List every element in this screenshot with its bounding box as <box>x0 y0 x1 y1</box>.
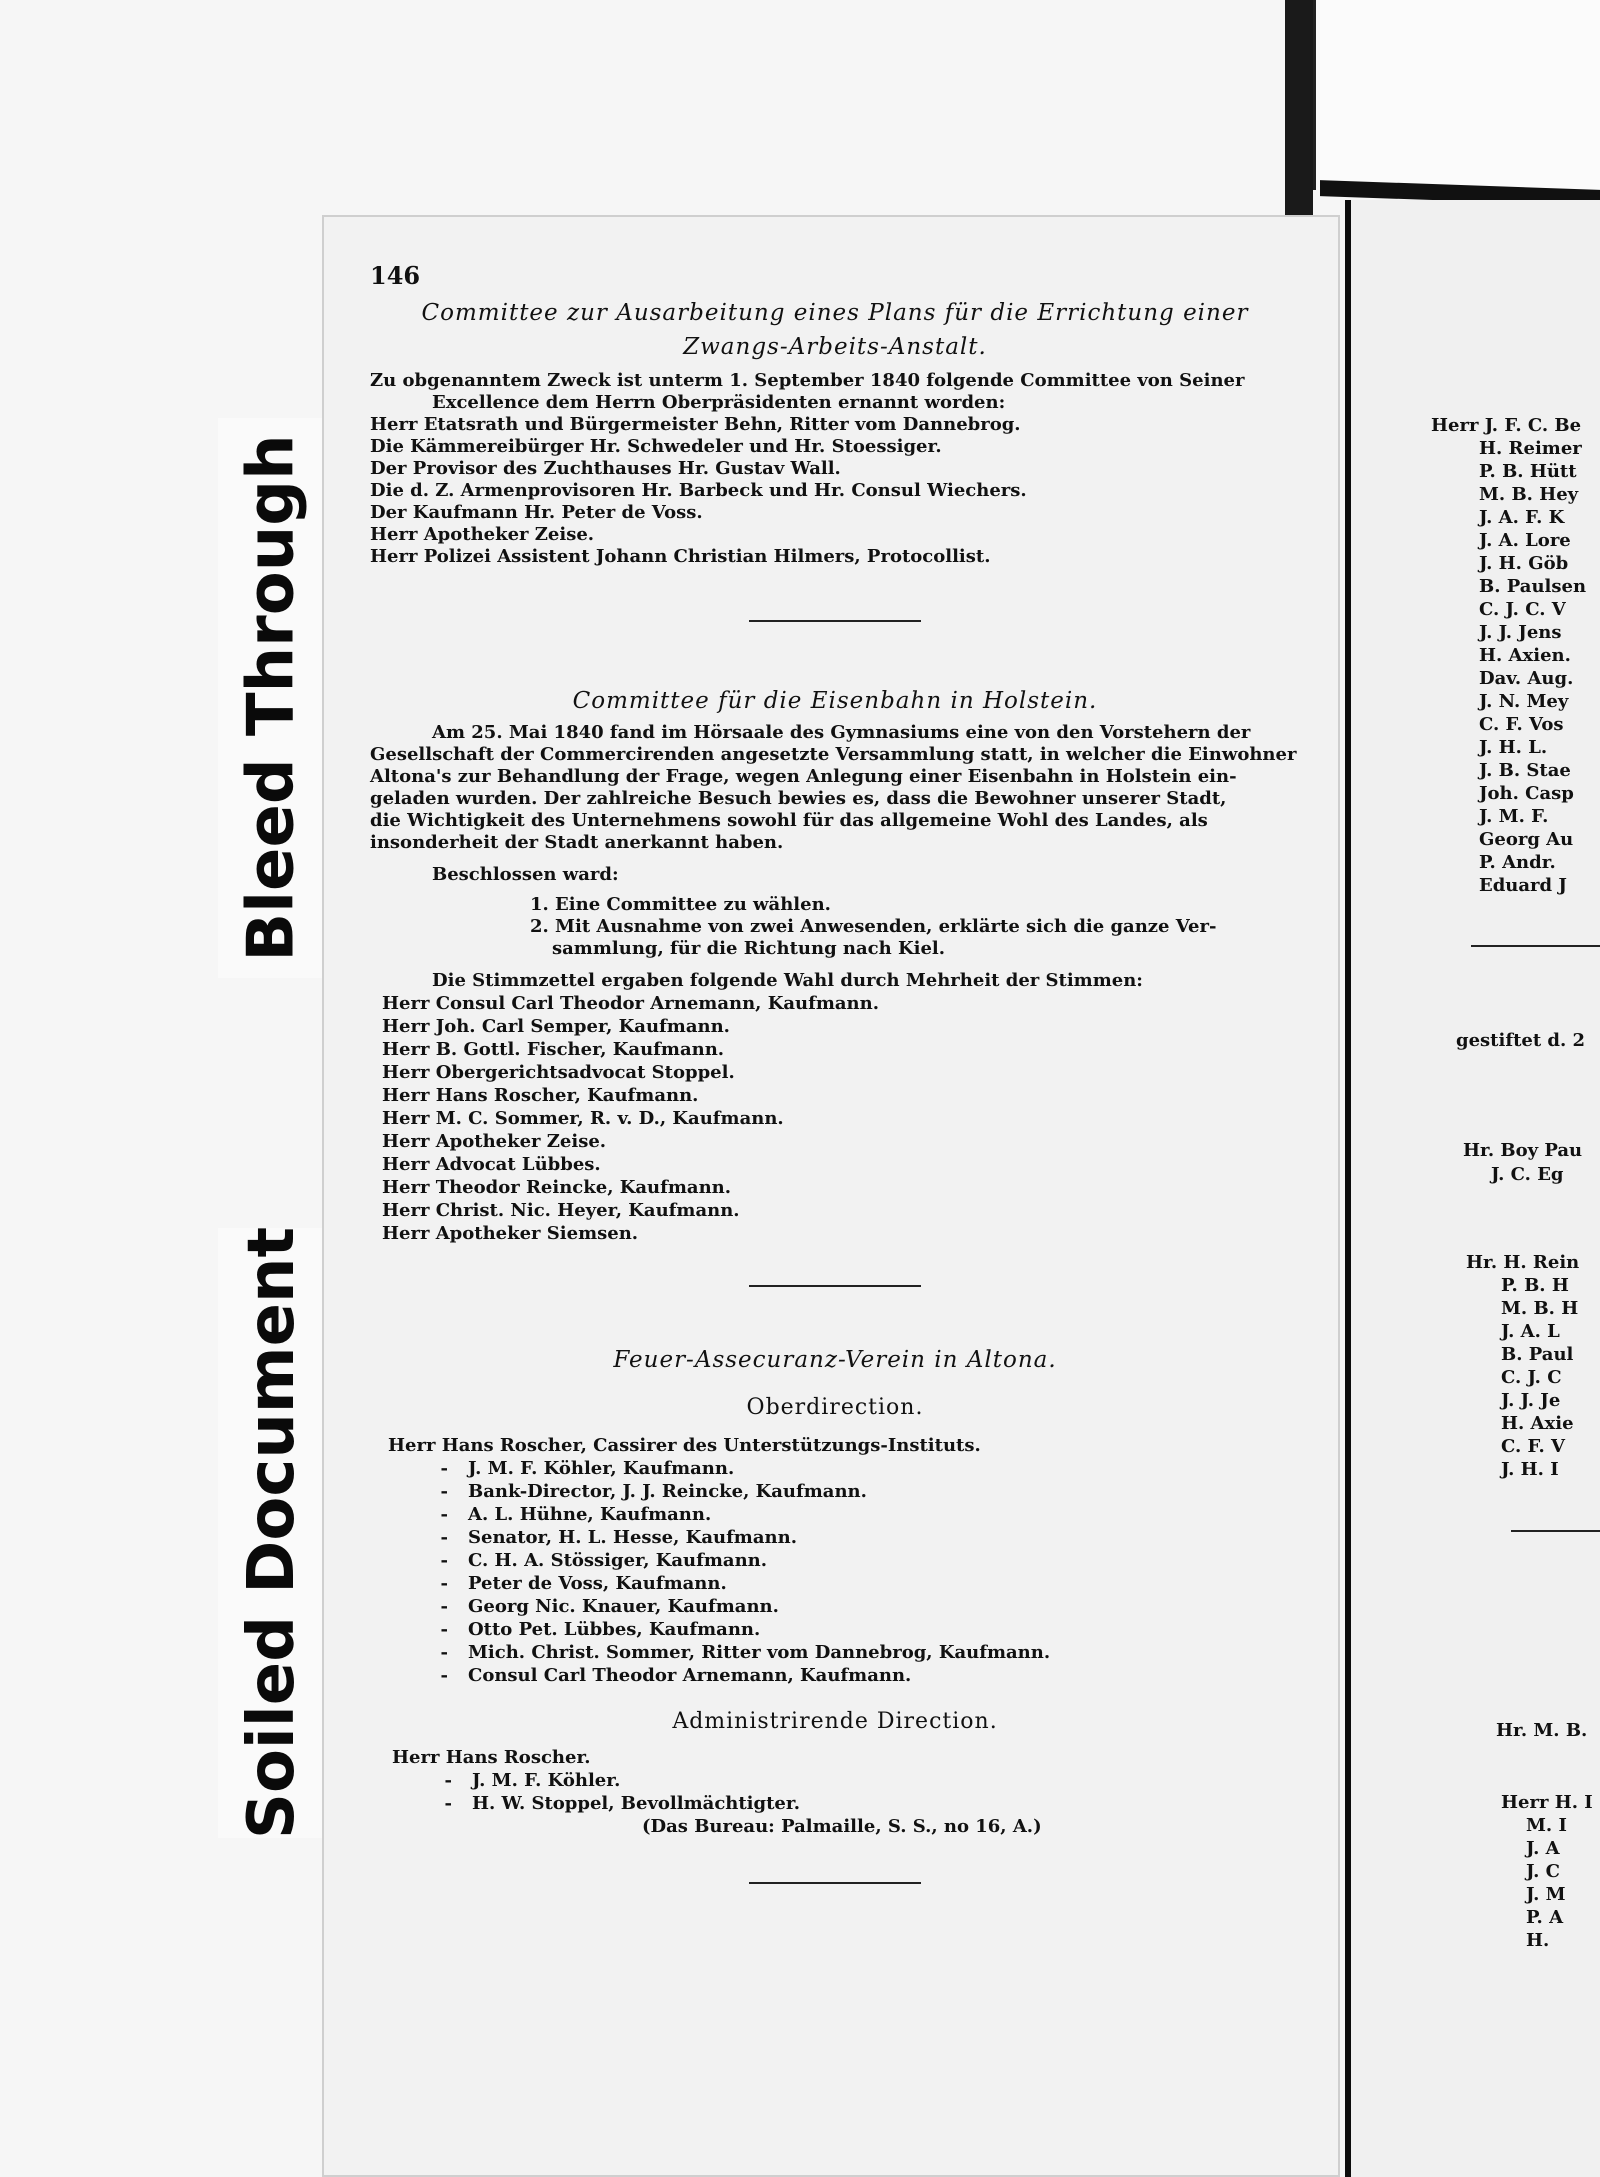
paragraph-line: insonderheit der Stadt anerkannt haben. <box>370 832 784 853</box>
dash: - <box>444 1770 452 1791</box>
resolved-heading: Beschlossen ward: <box>432 864 619 885</box>
dash: - <box>440 1481 448 1502</box>
main-page <box>322 215 1340 2177</box>
adjacent-line: J. A. F. K <box>1479 507 1565 528</box>
adjacent-line: Hr. Boy Pau <box>1463 1140 1583 1161</box>
adjacent-line: Eduard J <box>1479 875 1567 896</box>
admin-item: H. W. Stoppel, Bevollmächtigter. <box>472 1793 800 1814</box>
adjacent-line: J. A. L <box>1501 1321 1560 1342</box>
paragraph-line: geladen wurden. Der zahlreiche Besuch bewies es, dass die Bewohner unserer Stadt, <box>370 788 1227 809</box>
adjacent-line: C. J. C. V <box>1479 599 1566 620</box>
adjacent-line: J. M <box>1526 1884 1566 1905</box>
oberdirection-item: Bank-Director, J. J. Reincke, Kaufmann. <box>468 1481 867 1502</box>
adjacent-line: Herr H. I <box>1501 1792 1593 1813</box>
resolution-item: 1. Eine Committee zu wählen. <box>530 894 831 915</box>
adjacent-page <box>1345 200 1600 2177</box>
soiled-document-label <box>218 1228 326 1838</box>
member-line: Herr Obergerichtsadvocat Stoppel. <box>382 1062 735 1083</box>
dash: - <box>440 1596 448 1617</box>
member-line: Herr Christ. Nic. Heyer, Kaufmann. <box>382 1200 740 1221</box>
adjacent-line: H. Reimer <box>1479 438 1582 459</box>
section1-line: Excellence dem Herrn Oberpräsidenten ernannt worden: <box>432 392 1006 413</box>
resolution-item: 2. Mit Ausnahme von zwei Anwesenden, erklärte sich die ganze Ver- <box>530 916 1217 937</box>
bleed-through-label <box>218 418 326 978</box>
oberdirection-heading: Oberdirection. <box>746 1395 924 1420</box>
soiled-document-label-text: Soiled Document <box>235 1226 309 1840</box>
adjacent-line: J. A. Lore <box>1479 530 1571 551</box>
adjacent-line: J. C. Eg <box>1491 1164 1564 1185</box>
adjacent-line: J. H. L. <box>1479 737 1548 758</box>
page-number: 146 <box>370 261 421 290</box>
bureau-address: (Das Bureau: Palmaille, S. S., no 16, A.) <box>642 1816 1042 1837</box>
adjacent-line: J. J. Jens <box>1479 622 1562 643</box>
adjacent-line: H. Axien. <box>1479 645 1571 666</box>
member-line: Herr M. C. Sommer, R. v. D., Kaufmann. <box>382 1108 784 1129</box>
dash: - <box>440 1550 448 1571</box>
committee-members <box>370 992 1300 1245</box>
adjacent-line: J. H. I <box>1501 1459 1559 1480</box>
member-line: Herr Apotheker Zeise. <box>382 1131 607 1152</box>
oberdirection-item: Consul Carl Theodor Arnemann, Kaufmann. <box>468 1665 912 1686</box>
section1-line: Der Kaufmann Hr. Peter de Voss. <box>370 502 703 523</box>
adjacent-line: Herr J. F. C. Be <box>1431 415 1582 436</box>
section1-title-line1: Committee zur Ausarbeitung eines Plans für die Errichtung einer <box>421 300 1249 326</box>
dash: - <box>440 1665 448 1686</box>
member-line: Herr Consul Carl Theodor Arnemann, Kaufmann. <box>382 993 879 1014</box>
section1-line: Herr Polizei Assistent Johann Christian Hilmers, Protocollist. <box>370 546 991 567</box>
admin-first: Herr Hans Roscher. <box>392 1747 591 1768</box>
adjacent-line: M. B. H <box>1501 1298 1579 1319</box>
oberdirection-item: Otto Pet. Lübbes, Kaufmann. <box>468 1619 761 1640</box>
adjacent-line: J. B. Stae <box>1479 760 1571 781</box>
section2-title: Committee für die Eisenbahn in Holstein. <box>572 688 1098 714</box>
section1-line: Die d. Z. Armenprovisoren Hr. Barbeck und Hr. Consul Wiechers. <box>370 480 1027 501</box>
dash: - <box>444 1793 452 1814</box>
bleed-through-label-text: Bleed Through <box>235 434 309 962</box>
section3-title: Feuer-Assecuranz-Verein in Altona. <box>613 1347 1057 1373</box>
adjacent-line: H. <box>1526 1930 1550 1951</box>
member-line: Herr B. Gottl. Fischer, Kaufmann. <box>382 1039 725 1060</box>
adjacent-rule <box>1511 1530 1600 1532</box>
paragraph-line: Am 25. Mai 1840 fand im Hörsaale des Gymnasiums eine von den Vorstehern der <box>432 722 1251 743</box>
paragraph-line: Gesellschaft der Commercirenden angesetzte Versammlung statt, in welcher die Einwohner <box>370 744 1297 765</box>
oberdirection-item: Mich. Christ. Sommer, Ritter vom Dannebrog, Kaufmann. <box>468 1642 1051 1663</box>
member-line: Herr Hans Roscher, Kaufmann. <box>382 1085 699 1106</box>
admin-direction-list <box>370 1746 1300 1838</box>
member-line: Herr Joh. Carl Semper, Kaufmann. <box>382 1016 730 1037</box>
vote-intro: Die Stimmzettel ergaben folgende Wahl durch Mehrheit der Stimmen: <box>432 970 1143 991</box>
adjacent-line: J. A <box>1526 1838 1560 1859</box>
adjacent-line: P. B. H <box>1501 1275 1569 1296</box>
admin-item: J. M. F. Köhler. <box>472 1770 621 1791</box>
adjacent-line: H. Axie <box>1501 1413 1574 1434</box>
oberdirection-list <box>370 1434 1300 1687</box>
adjacent-line: J. H. Göb <box>1479 553 1569 574</box>
section1-title-line2: Zwangs-Arbeits-Anstalt. <box>683 334 987 360</box>
adjacent-line: Georg Au <box>1479 829 1574 850</box>
dash: - <box>440 1619 448 1640</box>
adjacent-line: B. Paulsen <box>1479 576 1587 597</box>
dash: - <box>440 1504 448 1525</box>
member-line: Herr Advocat Lübbes. <box>382 1154 601 1175</box>
paragraph-line: Altona's zur Behandlung der Frage, wegen Anlegung einer Eisenbahn in Holstein ein- <box>370 766 1237 787</box>
admin-direction-heading: Administrirende Direction. <box>672 1709 998 1734</box>
paragraph-line: die Wichtigkeit des Unternehmens sowohl für das allgemeine Wohl des Landes, als <box>370 810 1208 831</box>
adjacent-line: J. C <box>1526 1861 1560 1882</box>
oberdirection-item: A. L. Hühne, Kaufmann. <box>468 1504 712 1525</box>
oberdirection-item: C. H. A. Stössiger, Kaufmann. <box>468 1550 768 1571</box>
adjacent-line: J. J. Je <box>1501 1390 1561 1411</box>
adjacent-line: gestiftet d. 2 <box>1456 1030 1586 1051</box>
oberdirection-item: J. M. F. Köhler, Kaufmann. <box>468 1458 735 1479</box>
resolution-item: sammlung, für die Richtung nach Kiel. <box>552 938 946 959</box>
gutter-shadow <box>1285 0 1313 215</box>
section1-line: Herr Etatsrath und Bürgermeister Behn, Ritter vom Dannebrog. <box>370 414 1021 435</box>
dash: - <box>440 1573 448 1594</box>
adjacent-line: C. F. Vos <box>1479 714 1564 735</box>
section1-line: Zu obgenanntem Zweck ist unterm 1. September 1840 folgende Committee von Seiner <box>370 370 1245 391</box>
adjacent-line: P. Andr. <box>1479 852 1556 873</box>
adjacent-line: C. J. C <box>1501 1367 1562 1388</box>
oberdirection-item: Senator, H. L. Hesse, Kaufmann. <box>468 1527 797 1548</box>
section1-line: Herr Apotheker Zeise. <box>370 524 595 545</box>
adjacent-line: C. F. V <box>1501 1436 1566 1457</box>
adjacent-line: Dav. Aug. <box>1479 668 1574 689</box>
oberdirection-item: Georg Nic. Knauer, Kaufmann. <box>468 1596 779 1617</box>
background-sheet <box>1313 0 1600 190</box>
member-line: Herr Theodor Reincke, Kaufmann. <box>382 1177 732 1198</box>
dash: - <box>440 1527 448 1548</box>
section1-line: Die Kämmereibürger Hr. Schwedeler und Hr. Stoessiger. <box>370 436 942 457</box>
divider-rule <box>749 1882 921 1884</box>
divider-rule <box>749 1285 921 1287</box>
adjacent-line: M. I <box>1526 1815 1567 1836</box>
adjacent-line: M. B. Hey <box>1479 484 1579 505</box>
adjacent-line: Hr. M. B. <box>1496 1720 1588 1741</box>
adjacent-line: J. N. Mey <box>1479 691 1569 712</box>
dash: - <box>440 1642 448 1663</box>
adjacent-line: P. A <box>1526 1907 1564 1928</box>
oberdirection-item: Peter de Voss, Kaufmann. <box>468 1573 727 1594</box>
oberdirection-first: Herr Hans Roscher, Cassirer des Unterstützungs-Instituts. <box>388 1435 981 1456</box>
adjacent-line: Hr. H. Rein <box>1466 1252 1580 1273</box>
section1-line: Der Provisor des Zuchthauses Hr. Gustav Wall. <box>370 458 841 479</box>
dash: - <box>440 1458 448 1479</box>
adjacent-line: Joh. Casp <box>1479 783 1574 804</box>
page-content <box>370 261 1300 1920</box>
adjacent-line: P. B. Hütt <box>1479 461 1577 482</box>
adjacent-line: J. M. F. <box>1479 806 1549 827</box>
section2-paragraph <box>370 722 1300 854</box>
member-line: Herr Apotheker Siemsen. <box>382 1223 639 1244</box>
section1-body <box>370 370 1300 568</box>
adjacent-line: B. Paul <box>1501 1344 1574 1365</box>
adjacent-rule <box>1471 945 1600 947</box>
divider-rule <box>749 620 921 622</box>
